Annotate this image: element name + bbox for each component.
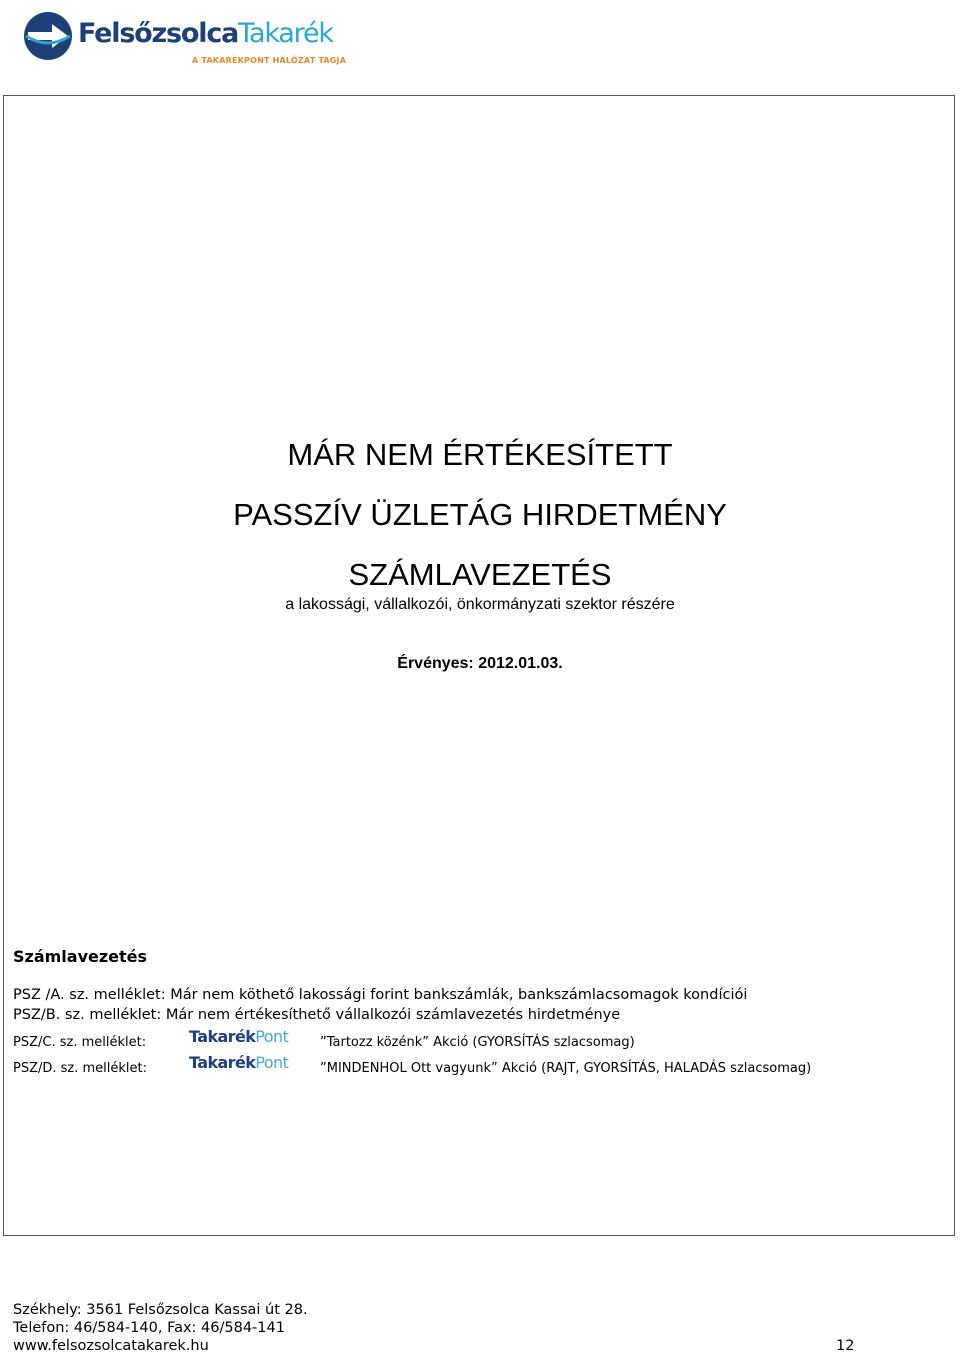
footer-website: www.felsozsolcatakarek.hu: [13, 1338, 209, 1354]
title-line-2: PASSZÍV ÜZLETÁG HIRDETMÉNY: [233, 497, 727, 532]
logo-wordmark: [78, 18, 333, 49]
attachment-code: PSZ/D. sz. melléklet:: [13, 1061, 148, 1076]
attachment-description: ”Tartozz közénk” Akció (GYORSÍTÁS szlacsomag): [320, 1035, 635, 1050]
takarekpont-logo-part1: Takarék: [189, 1027, 256, 1046]
section-heading: Számlavezetés: [13, 947, 148, 966]
footer-phone: Telefon: 46/584-140, Fax: 46/584-141: [13, 1320, 285, 1336]
takarekpont-logo-part2: Pont: [255, 1053, 289, 1072]
takarekpont-logo-part2: Pont: [255, 1027, 289, 1046]
takarekpont-logo: [189, 1053, 288, 1075]
subtitle: a lakossági, vállalkozói, önkormányzati szektor részére: [285, 596, 675, 613]
attachment-psz-a: PSZ /A. sz. melléklet: Már nem köthető lakossági forint bankszámlák, bankszámlacsomagok kondíciói: [13, 987, 748, 1003]
title-line-3: SZÁMLAVEZETÉS: [348, 557, 612, 592]
page-number: 12: [836, 1338, 855, 1354]
takarekpont-logo: [189, 1027, 288, 1049]
attachment-psz-b: PSZ/B. sz. melléklet: Már nem értékesíthető vállalkozói számlavezetés hirdetménye: [13, 1007, 621, 1023]
header-logo: [22, 10, 352, 70]
takarekpont-logo-part1: Takarék: [189, 1053, 256, 1072]
validity-date: Érvényes: 2012.01.03.: [397, 655, 563, 672]
title-line-1: MÁR NEM ÉRTÉKESÍTETT: [287, 437, 673, 472]
felsozsolca-takarek-logo-icon: [22, 10, 74, 62]
logo-name-part1: Felsőzsolca: [78, 18, 239, 49]
footer-address: Székhely: 3561 Felsőzsolca Kassai út 28.: [13, 1302, 308, 1318]
attachment-description: ”MINDENHOL Ott vagyunk” Akció (RAJT, GYORSÍTÁS, HALADÁS szlacsomag): [320, 1061, 812, 1076]
logo-name-part2: Takarék: [238, 18, 333, 49]
attachment-code: PSZ/C. sz. melléklet:: [13, 1035, 147, 1050]
logo-tagline: A TAKARÉKPONT HÁLÓZAT TAGJA: [192, 56, 347, 65]
